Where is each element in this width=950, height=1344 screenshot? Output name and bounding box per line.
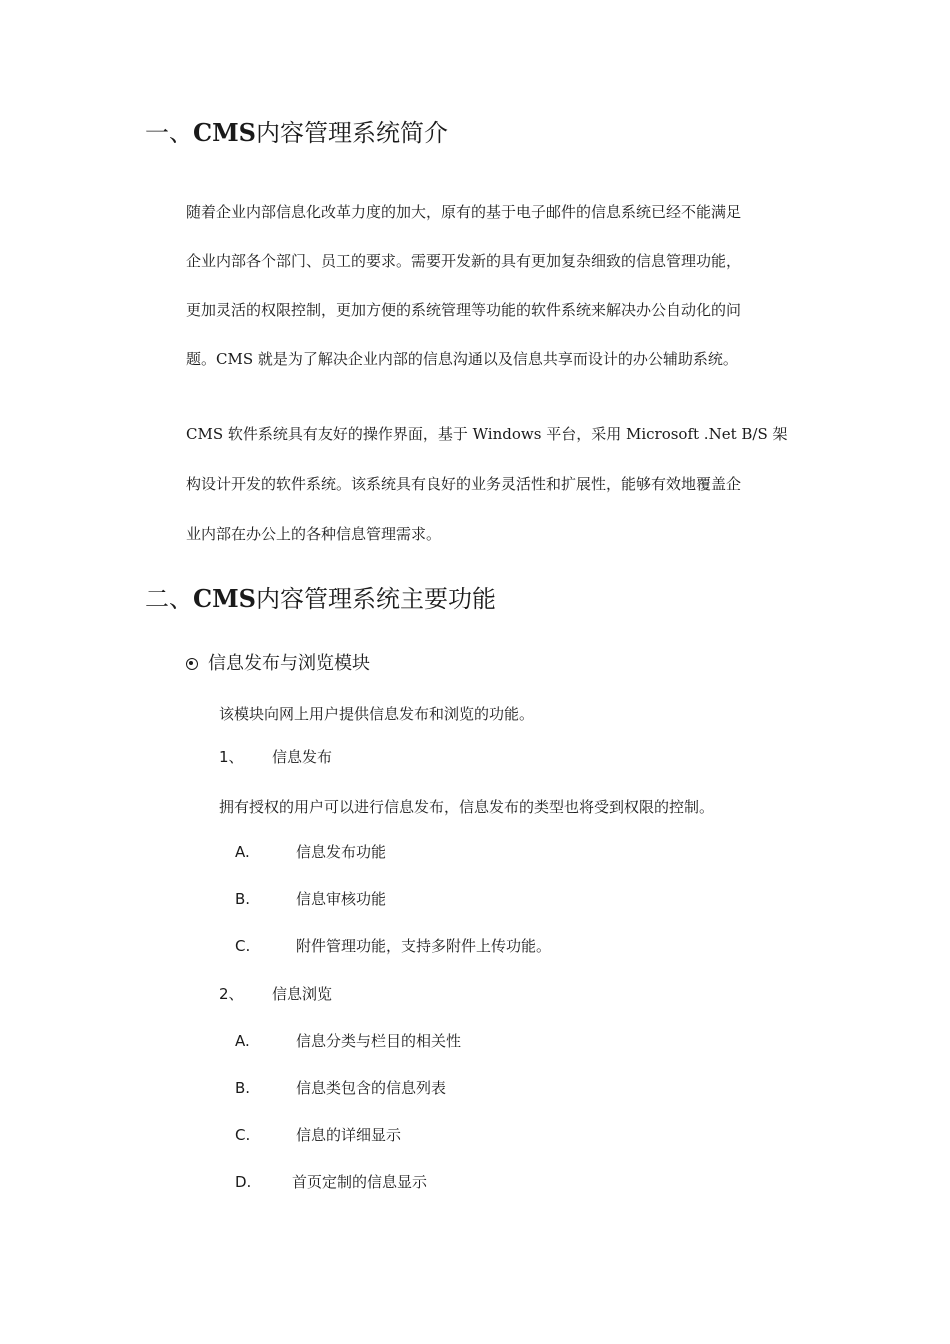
module-bullet-item xyxy=(186,652,370,676)
circle-bullet-icon xyxy=(186,658,198,670)
item-2-sub-d-letter: D. xyxy=(235,1173,252,1191)
section-1-abbr: CMS xyxy=(193,118,256,147)
item-2-sub-b-letter: B. xyxy=(235,1079,251,1097)
item-2-sub-c-text: 信息的详细显示 xyxy=(296,1126,402,1144)
item-1-sub-a-letter: A. xyxy=(235,843,250,861)
item-1-sub-b-text: 信息审核功能 xyxy=(296,890,387,908)
paragraph-line: 更加灵活的权限控制，更加方便的系统管理等功能的软件系统来解决办公自动化的问 xyxy=(186,301,742,319)
item-1-sub-c-text: 附件管理功能，支持多附件上传功能。 xyxy=(296,937,552,955)
paragraph-line: 企业内部各个部门、员工的要求。需要开发新的具有更加复杂细致的信息管理功能， xyxy=(186,252,742,270)
paragraph-line: 题。CMS 就是为了解决企业内部的信息沟通以及信息共享而设计的办公辅助系统。 xyxy=(186,350,738,368)
item-1-number: 1、 xyxy=(219,748,244,766)
item-2-sub-c-letter: C. xyxy=(235,1126,251,1144)
item-1-sub-a-text: 信息发布功能 xyxy=(296,843,387,861)
item-2-sub-a-letter: A. xyxy=(235,1032,250,1050)
item-1-label: 信息发布 xyxy=(272,748,333,766)
item-1-sub-b-letter: B. xyxy=(235,890,251,908)
section-2-heading xyxy=(145,584,496,614)
section-1-title: 内容管理系统简介 xyxy=(256,119,448,147)
section-1-heading xyxy=(145,118,448,148)
intro-paragraph-2 xyxy=(186,422,811,546)
paragraph-line: 构设计开发的软件系统。该系统具有良好的业务灵活性和扩展性，能够有效地覆盖企 xyxy=(186,475,742,493)
section-2-abbr: CMS xyxy=(193,584,256,613)
paragraph-line: 业内部在办公上的各种信息管理需求。 xyxy=(186,525,442,543)
item-1-sub-c-letter: C. xyxy=(235,937,251,955)
intro-paragraph-1 xyxy=(186,200,811,371)
paragraph-line: 随着企业内部信息化改革力度的加大，原有的基于电子邮件的信息系统已经不能满足 xyxy=(186,203,742,221)
item-1-description: 拥有授权的用户可以进行信息发布，信息发布的类型也将受到权限的控制。 xyxy=(219,798,715,816)
item-2-number: 2、 xyxy=(219,985,244,1003)
item-2-sub-d-text: 首页定制的信息显示 xyxy=(292,1173,428,1191)
item-2-sub-a-text: 信息分类与栏目的相关性 xyxy=(296,1032,462,1050)
item-2-sub-b-text: 信息类包含的信息列表 xyxy=(296,1079,447,1097)
section-2-title: 内容管理系统主要功能 xyxy=(256,585,496,613)
module-description: 该模块向网上用户提供信息发布和浏览的功能。 xyxy=(219,705,535,723)
section-2-number: 二、 xyxy=(145,585,193,613)
paragraph-line: CMS 软件系统具有友好的操作界面，基于 Windows 平台，采用 Microsoft .Net B/S 架 xyxy=(186,425,788,443)
section-1-number: 一、 xyxy=(145,119,193,147)
module-title: 信息发布与浏览模块 xyxy=(208,653,370,674)
item-2-label: 信息浏览 xyxy=(272,985,333,1003)
